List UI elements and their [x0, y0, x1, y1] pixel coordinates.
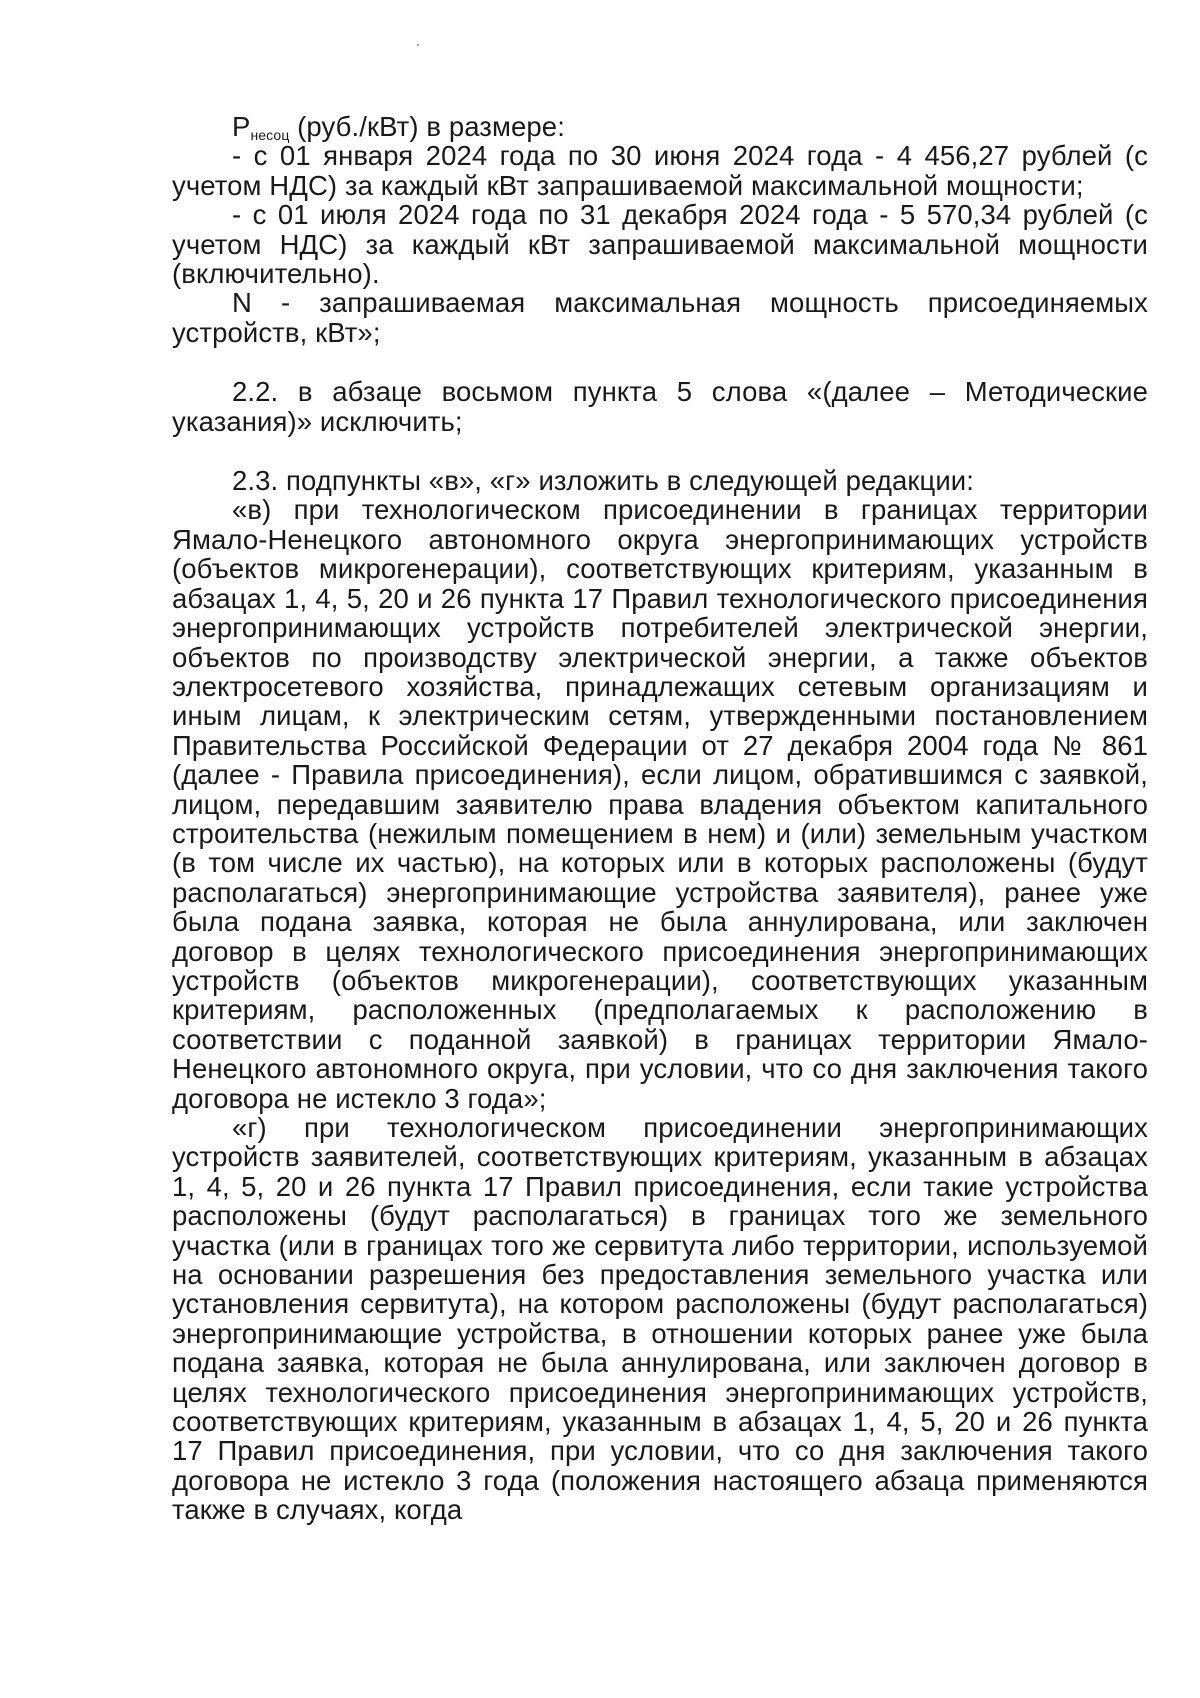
- scan-speck: [417, 44, 419, 46]
- document-body: [172, 112, 1148, 1525]
- price-heading: [172, 112, 1148, 141]
- paragraph-subitem-v: «в) при технологическом присоединении в границах территории Ямало-Ненецкого автономного округа энергопринимающих устройств (объектов микрогенерации), соответствующих критериям, указанным в абзацах 1, 4, 5, 20 и 26 пункта 17 Правил технологического присоединения энергопринимающих устройств потребителей электрической энергии, объектов по производству электрической энергии, а также объектов электросетевого хозяйства, принадлежащих сетевым организациям и иным лицам, к электрическим сетям, утвержденными постановлением Правительства Российской Федерации от 27 декабря 2004 года № 861 (далее - Правила присоединения), если лицом, обратившимся с заявкой, лицом, передавшим заявителю права владения объектом капитального строительства (нежилым помещением в нем) и (или) земельным участком (в том числе их частью), на которых или в которых расположены (будут располагаться) энергопринимающие устройства заявителя), ранее уже была подана заявка, которая не была аннулирована, или заключен договор в целях технологического присоединения энергопринимающих устройств (объектов микрогенерации), соответствующих указанным критериям, расположенных (предполагаемых к расположению в соответствии с поданной заявкой) в границах территории Ямало-Ненецкого автономного округа, при условии, что со дня заключения такого договора не истекло 3 года»;: [172, 494, 1148, 1114]
- paragraph-2-2: 2.2. в абзаце восьмом пункта 5 слова «(далее – Методические указания)» исключить;: [172, 376, 1148, 437]
- paragraph-2-3: 2.3. подпункты «в», «г» изложить в следующей редакции:: [232, 465, 975, 497]
- spacer: [172, 347, 1148, 377]
- p-heading-rest: (руб./кВт) в размере:: [289, 111, 565, 142]
- paragraph-subitem-g: «г) при технологическом присоединении энергопринимающих устройств заявителей, соответствующих критериям, указанным в абзацах 1, 4, 5, 20 и 26 пункта 17 Правил присоединения, если такие устройства расположены (будут располагаться) в границах того же земельного участка (или в границах того же сервитута либо территории, используемой на основании разрешения без предоставления земельного участка или установления сервитута), на котором расположены (будут располагаться) энергопринимающие устройства, в отношении которых ранее уже была подана заявка, которая не была аннулирована, или заключен договор в целях технологического присоединения энергопринимающих устройств, соответствующих критериям, указанным в абзацах 1, 4, 5, 20 и 26 пункта 17 Правил присоединения, при условии, что со дня заключения такого договора не истекло 3 года (положения настоящего абзаца применяются также в случаях, когда: [172, 1112, 1148, 1526]
- paragraph-price-second-half: - с 01 июля 2024 года по 31 декабря 2024 года - 5 570,34 рублей (с учетом НДС) за каждый кВт запрашиваемой максимальной мощности (включительно).: [172, 199, 1148, 290]
- paragraph-n-definition: N - запрашиваемая максимальная мощность присоединяемых устройств, кВт»;: [172, 287, 1148, 348]
- p-subscript: несоц: [250, 127, 290, 143]
- p-symbol: P: [232, 111, 251, 142]
- paragraph-price-first-half: - с 01 января 2024 года по 30 июня 2024 года - 4 456,27 рублей (с учетом НДС) за каждый кВт запрашиваемой максимальной мощности;: [172, 140, 1148, 201]
- spacer: [172, 436, 1148, 466]
